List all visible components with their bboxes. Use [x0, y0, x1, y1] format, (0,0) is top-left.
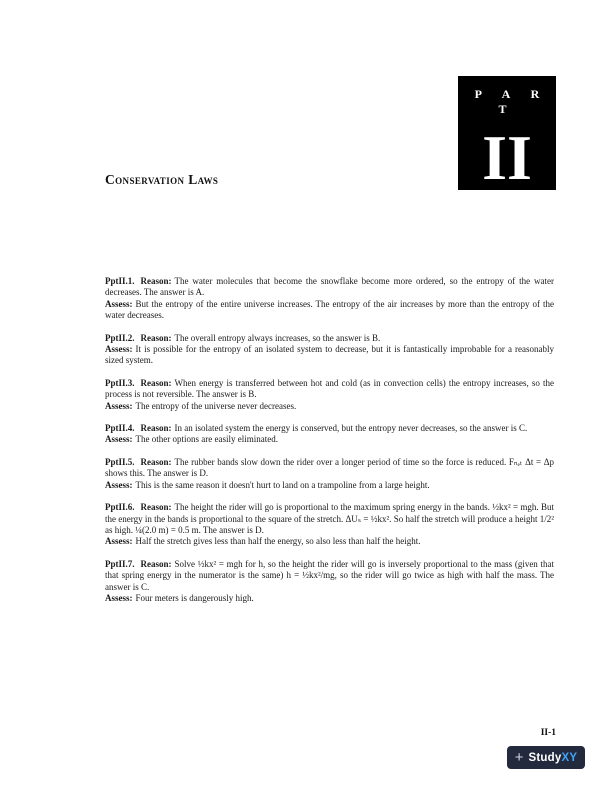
solutions-body — [105, 276, 554, 615]
problem-assess — [105, 536, 554, 547]
chapter-title: Conservation Laws — [105, 172, 219, 187]
assess-label: Assess: — [105, 400, 133, 411]
plus-icon: + — [514, 749, 524, 766]
reason-text: In an isolated system the energy is conserved, but the entropy never decreases, so the answer is C. — [174, 423, 528, 434]
reason-text: The water molecules that become the snowflake become more ordered, so the entropy of the water decreases. The answer is A. — [105, 276, 554, 298]
problem-reason — [105, 423, 554, 434]
reason-label: Reason: — [140, 377, 172, 388]
reason-label: Reason: — [140, 558, 172, 569]
problem-2 — [105, 333, 554, 367]
problem-reason — [105, 333, 554, 344]
reason-text: The overall entropy always increases, so the answer is B. — [174, 332, 381, 343]
problem-id: PptII.4. — [105, 423, 135, 434]
assess-text: But the entropy of the entire universe increases. The entropy of the air increases by more than the entropy of the water decreases. — [105, 298, 554, 321]
problem-reason — [105, 378, 554, 401]
problem-assess — [105, 480, 554, 491]
brand-watermark — [507, 746, 585, 769]
problem-assess — [105, 401, 554, 412]
reason-text: When energy is transferred between hot and cold (as in convection cells) the entropy increases, so the process is not reversible. The answer is B. — [105, 377, 554, 400]
assess-label: Assess: — [105, 344, 133, 355]
problem-assess — [105, 344, 554, 367]
assess-label: Assess: — [105, 592, 133, 603]
problem-reason — [105, 559, 554, 593]
reason-text: The rubber bands slow down the rider over a longer period of time so the force is reduced. Fₙₑₜ Δt = Δp shows this. The answer is D. — [105, 456, 554, 479]
part-numeral: II — [482, 122, 532, 193]
problem-assess — [105, 434, 554, 445]
problem-id: PptII.5. — [105, 456, 135, 467]
problem-assess — [105, 299, 554, 322]
problem-reason — [105, 502, 554, 536]
assess-label: Assess: — [105, 434, 133, 445]
reason-label: Reason: — [140, 502, 172, 513]
problem-id: PptII.6. — [105, 502, 135, 513]
reason-label: Reason: — [140, 456, 172, 467]
problem-6 — [105, 502, 554, 548]
brand-text — [529, 752, 578, 764]
assess-text: Four meters is dangerously high. — [135, 592, 254, 603]
problem-reason — [105, 276, 554, 299]
assess-label: Assess: — [105, 479, 133, 490]
assess-text: It is possible for the entropy of an isolated system to decrease, but it is fantastically improbable for a reasonably sized system. — [105, 344, 554, 366]
problem-7 — [105, 559, 554, 605]
assess-text: The entropy of the universe never decreases. — [135, 400, 297, 411]
brand-xy: XY — [561, 751, 578, 764]
problem-1 — [105, 276, 554, 322]
problem-assess — [105, 593, 554, 604]
problem-id: PptII.2. — [105, 332, 135, 343]
problem-3 — [105, 378, 554, 412]
reason-text: Solve ½kx² = mgh for h, so the height the rider will go is inversely proportional to the mass (given that that spring energy in the numerator is the same) h = ½kx²/mg, so the rider will go twice as high with half the mass. The answer is C. — [105, 558, 554, 592]
assess-text: The other options are easily eliminated. — [135, 434, 278, 445]
part-banner — [458, 76, 556, 193]
brand-study: Study — [528, 751, 562, 764]
problem-5 — [105, 457, 554, 491]
part-label: P A R T — [474, 87, 549, 116]
reason-label: Reason: — [140, 423, 172, 434]
problem-id: PptII.3. — [105, 377, 135, 388]
assess-text: Half the stretch gives less than half the energy, so also less than half the height. — [135, 536, 421, 547]
problem-id: PptII.7. — [105, 558, 135, 569]
reason-label: Reason: — [140, 332, 172, 343]
assess-label: Assess: — [105, 298, 133, 309]
problem-4 — [105, 423, 554, 446]
assess-label: Assess: — [105, 536, 133, 547]
problem-reason — [105, 457, 554, 480]
reason-text: The height the rider will go is proportional to the maximum spring energy in the bands. ½kx² = mgh. But the energy in the bands is proportional to the square of the stretch. ΔUₛ = ½kx². So half the stretch will produce a height 1/2² as high. ¼(2.0 m) = 0.5 m. The answer is D. — [105, 502, 554, 535]
assess-text: This is the same reason it doesn't hurt to land on a trampoline from a large height. — [135, 479, 430, 490]
page-number: II-1 — [540, 728, 556, 738]
problem-id: PptII.1. — [105, 276, 135, 286]
reason-label: Reason: — [140, 276, 172, 286]
